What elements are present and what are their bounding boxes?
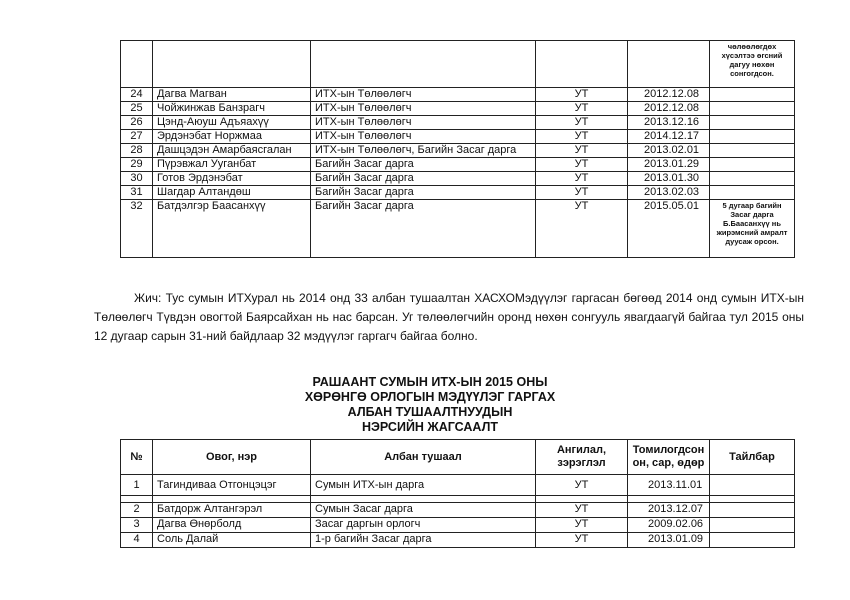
classification: УТ (536, 130, 628, 144)
classification: УТ (536, 533, 628, 548)
appointment-date: 2013.12.16 (628, 116, 710, 130)
classification: УТ (536, 102, 628, 116)
column-header-number: № (121, 440, 153, 475)
row-number: 4 (121, 533, 153, 548)
row-number: 26 (121, 116, 153, 130)
classification: УТ (536, 518, 628, 533)
position: ИТХ-ын Төлөөлөгч (311, 116, 536, 130)
officials-list-table (120, 439, 795, 548)
table-row (121, 88, 795, 102)
classification: УТ (536, 116, 628, 130)
classification: УТ (536, 144, 628, 158)
note-cell (710, 503, 795, 518)
note-cell (710, 130, 795, 144)
note-cell (710, 116, 795, 130)
person-name: Тагиндиваа Отгонцэцэг (153, 475, 311, 496)
column-header-classification: Ангилал, зэрэглэл (536, 440, 628, 475)
table-row (121, 102, 795, 116)
note-cell (710, 88, 795, 102)
person-name: Батдэлгэр Баасанхүү (153, 200, 311, 258)
note-cell (710, 475, 795, 496)
note-cell (710, 158, 795, 172)
position: ИТХ-ын Төлөөлөгч (311, 102, 536, 116)
appointment-date: 2015.05.01 (628, 200, 710, 258)
table-row (121, 518, 795, 533)
row-number: 30 (121, 172, 153, 186)
row-number: 29 (121, 158, 153, 172)
appointment-date: 2013.12.07 (628, 503, 710, 518)
classification: УТ (536, 158, 628, 172)
table-row (121, 158, 795, 172)
person-name: Дашцэдэн Амарбаясгалан (153, 144, 311, 158)
classification: УТ (536, 200, 628, 258)
column-header-position: Албан тушаал (311, 440, 536, 475)
appointment-date: 2013.02.01 (628, 144, 710, 158)
row-number: 3 (121, 518, 153, 533)
person-name: Батдорж Алтангэрэл (153, 503, 311, 518)
classification: УТ (536, 88, 628, 102)
person-name: Эрдэнэбат Норжмаа (153, 130, 311, 144)
row-number: 1 (121, 475, 153, 496)
person-name: Дагва Өнөрболд (153, 518, 311, 533)
position: ИТХ-ын Төлөөлөгч, Багийн Засаг дарга (311, 144, 536, 158)
classification: УТ (536, 503, 628, 518)
appointment-date: 2012.12.08 (628, 102, 710, 116)
list-title (250, 375, 610, 435)
row-number: 31 (121, 186, 153, 200)
row-number: 25 (121, 102, 153, 116)
position: Багийн Засаг дарга (311, 186, 536, 200)
title-line: НЭРСИЙН ЖАГСААЛТ (361, 420, 499, 434)
position: Сумын ИТХ-ын дарга (311, 475, 536, 496)
note-cell (710, 533, 795, 548)
row-number: 2 (121, 503, 153, 518)
row-number: 27 (121, 130, 153, 144)
position: Багийн Засаг дарга (311, 158, 536, 172)
note-cell (710, 144, 795, 158)
appointment-date: 2013.02.03 (628, 186, 710, 200)
column-header-note: Тайлбар (710, 440, 795, 475)
column-header-date: Томилогдсон он, сар, өдөр (628, 440, 710, 475)
person-name: Пүрэвжал Ууганбат (153, 158, 311, 172)
classification: УТ (536, 186, 628, 200)
table-header-row (121, 440, 795, 475)
classification: УТ (536, 172, 628, 186)
person-name: Чойжинжав Банзрагч (153, 102, 311, 116)
table-row (121, 41, 795, 88)
note-cell (710, 102, 795, 116)
person-name: Готов Эрдэнэбат (153, 172, 311, 186)
row-number: 28 (121, 144, 153, 158)
position: 1-р багийн Засаг дарга (311, 533, 536, 548)
appointment-date: 2013.01.29 (628, 158, 710, 172)
position: ИТХ-ын Төлөөлөгч (311, 130, 536, 144)
table-row (121, 475, 795, 496)
officials-table-continued (120, 40, 795, 258)
row-number: 24 (121, 88, 153, 102)
title-line: РАШААНТ СУМЫН ИТХ-ЫН 2015 ОНЫ (312, 375, 548, 389)
note-cell (710, 172, 795, 186)
note-cell (710, 518, 795, 533)
position: Сумын Засаг дарга (311, 503, 536, 518)
row-number: 32 (121, 200, 153, 258)
appointment-date: 2012.12.08 (628, 88, 710, 102)
table-row (121, 172, 795, 186)
person-name: Цэнд-Аюуш Адъяахүү (153, 116, 311, 130)
position: Засаг даргын орлогч (311, 518, 536, 533)
note-cell: чөлөөлөгдөх хүсэлтээ өгсний дагуу нөхөн сонгогдсон. (710, 41, 795, 88)
table-row (121, 186, 795, 200)
table-row (121, 503, 795, 518)
title-line: ХӨРӨНГӨ ОРЛОГЫН МЭДҮҮЛЭГ ГАРГАХ (304, 390, 556, 404)
person-name: Соль Далай (153, 533, 311, 548)
appointment-date: 2014.12.17 (628, 130, 710, 144)
classification: УТ (536, 475, 628, 496)
title-line: АЛБАН ТУШААЛТНУУДЫН (347, 405, 513, 419)
table-row (121, 533, 795, 548)
note-cell: 5 дугаар багийн Засаг дарга Б.Баасанхүү нь жирэмсний амралт дуусаж орсон. (710, 200, 795, 258)
position: Багийн Засаг дарга (311, 172, 536, 186)
person-name: Шагдар Алтандөш (153, 186, 311, 200)
table-row (121, 496, 795, 503)
appointment-date: 2013.01.09 (628, 533, 710, 548)
table-row (121, 200, 795, 258)
note-paragraph: Жич: Тус сумын ИТХурал нь 2014 онд 33 албан тушаалтан ХАСХОМэдүүлэг гаргасан бөгөөд 2014 онд сумын ИТХ-ын Төлөөлөгч Түвдэн овогтой Баярсайхан нь нас барсан. Уг төлөөлөгчийн оронд нөхөн сонгууль явагдаагүй байгаа тул 2015 оны 12 дугаар сарын 31-ний байдлаар 32 мэдүүлэг гаргагч байгаа болно. (94, 291, 804, 343)
position: Багийн Засаг дарга (311, 200, 536, 258)
appointment-date: 2009.02.06 (628, 518, 710, 533)
appointment-date: 2013.11.01 (628, 475, 710, 496)
table-row (121, 144, 795, 158)
table-row (121, 116, 795, 130)
appointment-date: 2013.01.30 (628, 172, 710, 186)
position: ИТХ-ын Төлөөлөгч (311, 88, 536, 102)
note-cell (710, 186, 795, 200)
person-name: Дагва Магван (153, 88, 311, 102)
table-row (121, 130, 795, 144)
column-header-name: Овог, нэр (153, 440, 311, 475)
